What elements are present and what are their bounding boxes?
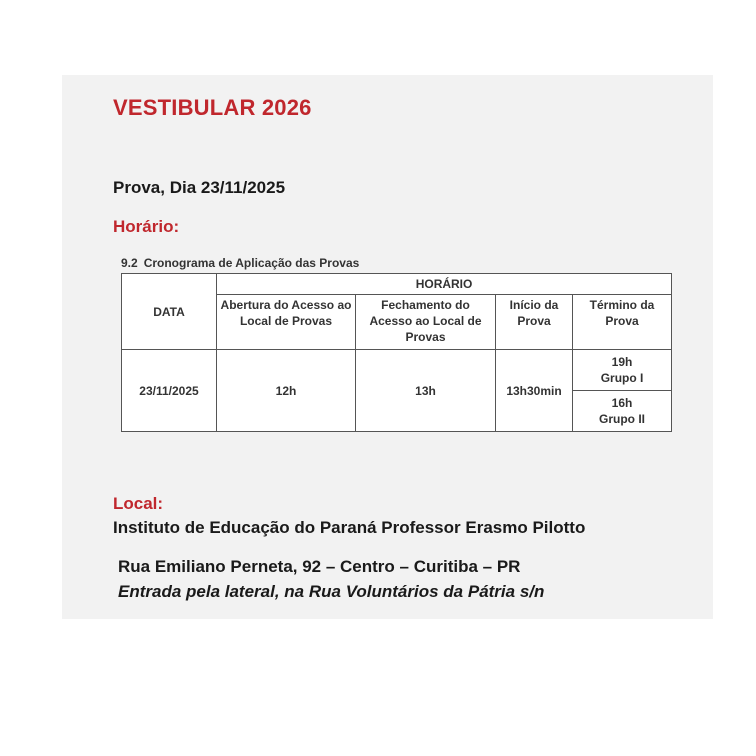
termino-2-group: Grupo II [599,412,646,426]
location-label: Local: [113,494,164,513]
table-caption-number: 9.2 [121,256,138,270]
header-abertura: Abertura do Acesso ao Local de Provas [217,295,356,350]
cell-termino-grupo-1 [573,350,672,391]
content-card [62,75,713,619]
cell-abertura: 12h [217,350,356,432]
header-horario: HORÁRIO [217,274,672,295]
cell-data: 23/11/2025 [122,350,217,432]
header-data: DATA [122,274,217,350]
termino-2-time: 16h [611,396,633,410]
schedule-label: Horário: [113,217,180,236]
cell-inicio: 13h30min [496,350,573,432]
header-fechamento: Fechamento do Acesso ao Local de Provas [356,295,496,350]
cell-termino-grupo-2 [573,391,672,432]
entrance-note: Entrada pela lateral, na Rua Voluntários da Pátria s/n [118,582,545,601]
header-termino: Término da Prova [573,295,672,350]
address-line: Rua Emiliano Perneta, 92 – Centro – Curitiba – PR [118,557,521,576]
termino-1-time: 19h [611,355,633,369]
cell-fechamento: 13h [356,350,496,432]
header-inicio: Início da Prova [496,295,573,350]
table-caption-text: Cronograma de Aplicação das Provas [143,256,360,270]
table-caption [121,256,359,270]
schedule-table [121,273,672,432]
page-title: VESTIBULAR 2026 [113,95,312,120]
institution-name: Instituto de Educação do Paraná Professor Erasmo Pilotto [113,518,586,537]
exam-date: Prova, Dia 23/11/2025 [113,178,286,197]
termino-1-group: Grupo I [600,371,644,385]
